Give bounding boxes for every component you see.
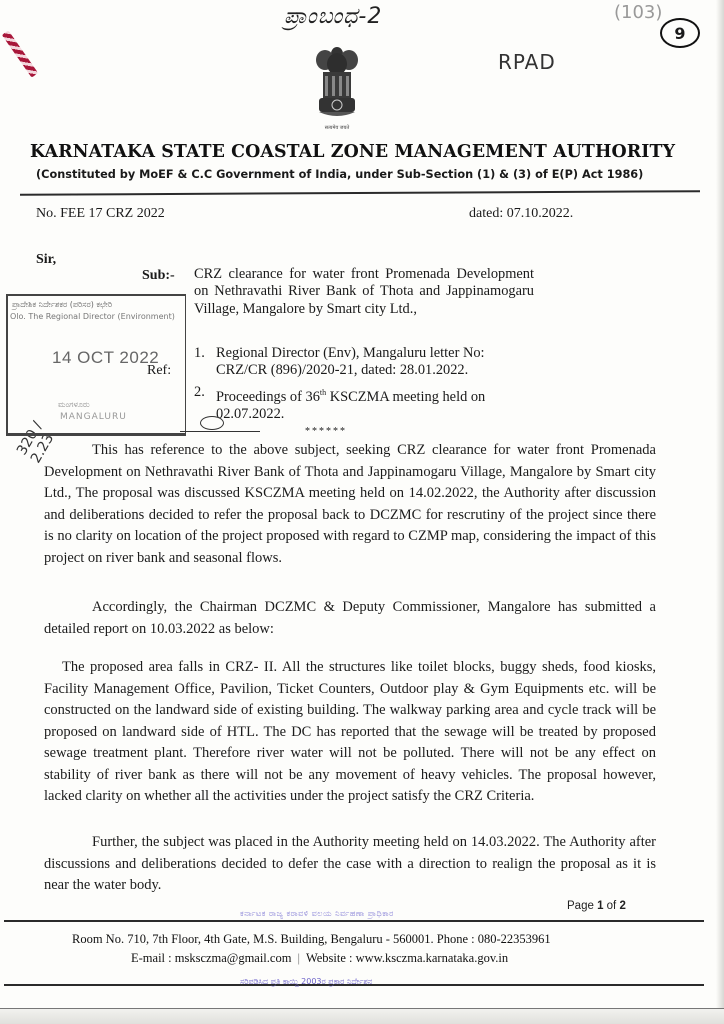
page-prefix: Page [567, 900, 598, 912]
stamp-city-english: MANGALURU [60, 412, 127, 422]
handwritten-margin-note: 320 / 2.23 [14, 418, 58, 466]
blue-stamp-footer: ಸರಿಪಡಿಸಿದ ಪ್ರತಿ ಕಾಯ್ದಿ 2003ರ ಪ್ರಕಾರ ನಿರ್ದೇಶನ [240, 977, 373, 986]
header-divider [20, 190, 700, 196]
reference-text [216, 384, 534, 423]
reference-list [194, 345, 534, 427]
section-separator: ****** [305, 426, 347, 437]
stamp-received-date: 14 OCT 2022 [52, 348, 160, 367]
handwritten-rpad: RPAD [498, 50, 556, 74]
paragraph-text: This has reference to the above subject, seeking CRZ clearance for water front Promenada Development on Nethravathi River Bank of Thota and Jappinamogaru Village, Mangalore by Smart city Ltd., The proposal was discussed KSCZMA meeting held on 14.02.2022, the Authority after discussion and deliberations decided to refer the proposal back to DCZMC for rescrutiny of the project since there is no clarity on location of the project proposed with regard to CZMP map, considering the impact of this project on river bank and seasonal flows. [44, 442, 656, 566]
reference-number: 1. [194, 345, 205, 361]
salutation: Sir, [36, 252, 57, 267]
national-emblem-icon [313, 40, 361, 122]
letter-reference-number: No. FEE 17 CRZ 2022 [36, 206, 165, 221]
reference-text-part: Proceedings of 36 [216, 388, 320, 405]
body-paragraph [44, 832, 656, 897]
page-number [567, 900, 626, 912]
subject-text: CRZ clearance for water front Promenada Development on Nethravathi River Bank of Thota and Jappinamogaru Village, Mangalore by Smart city Ltd., [194, 266, 534, 317]
separator: | [297, 951, 300, 965]
reference-text: Regional Director (Env), Mangaluru letter No: CRZ/CR (896)/2020-21, dated: 28.01.2022. [216, 345, 485, 379]
body-paragraph [44, 440, 656, 569]
paragraph-text: The proposed area falls in CRZ- II. All the structures like toilet blocks, buggy sheds, food kiosks, Facility Management Office, Pavilion, Ticket Counters, Outdoor play & Gym Equipments etc. will be constructed on the landward side of existing building. The walkway parking area and cycle track will be proposed on landward side of HTL. The DC has reported that the sewage will be treated by proposed sewage treatment plant. Therefore river water will not be polluted. There will not be any effect on stability of river bank as there will not be any movement of heavy vehicles. The proposal however, lacked clarity on whether all the activities under the project satisfy the CRZ Criteria. [44, 659, 656, 804]
footer-website: Website : www.ksczma.karnataka.gov.in [305, 951, 509, 965]
letter-date: dated: 07.10.2022. [469, 206, 574, 221]
body-paragraph-report [44, 657, 656, 808]
page-edge-shadow [716, 0, 724, 1024]
page-current: 1 [597, 900, 604, 912]
page-total: 2 [619, 900, 626, 912]
stamp-office-english: Olo. The Regional Director (Environment) [10, 312, 175, 321]
stamp-office-kannada: ಪ್ರಾದೇಶಿಕ ನಿರ್ದೇಶಕರ (ಪರಿಸರ) ಕಛೇರಿ [12, 300, 113, 309]
footer-address: Room No. 710, 7th Floor, 4th Gate, M.S. Building, Bengaluru - 560001. Phone : 080-22353961 [72, 932, 551, 946]
reference-label: Ref: [147, 363, 172, 378]
org-title: KARNATAKA STATE COASTAL ZONE MANAGEMENT AUTHORITY [30, 142, 676, 162]
page-bottom-edge [0, 1008, 724, 1024]
paragraph-text: Accordingly, the Chairman DCZMC & Deputy Commissioner, Mangalore has submitted a detailed report on 10.03.2022 as below: [44, 599, 656, 637]
handwritten-page-count-circled [660, 18, 700, 48]
page-mid: of [603, 900, 620, 912]
handwritten-file-note: ಪ್ರಾಂಬಂಧ-2 [284, 4, 383, 29]
handwritten-page-count-faded: (103) [614, 2, 663, 23]
reference-item [194, 345, 534, 380]
emblem-motto: सत्यमेव जयते [324, 125, 350, 131]
subject-label: Sub:- [142, 268, 175, 283]
reference-number: 2. [194, 383, 205, 400]
org-subtitle: (Constituted by MoEF & C.C Government of India, under Sub-Section (1) & (3) of E(P) Act 1986) [36, 168, 644, 181]
footer-contact [131, 951, 508, 966]
body-paragraph [44, 597, 656, 640]
stamp-city-kannada: ಮಂಗಳೂರು [58, 400, 90, 409]
footer-divider-top [4, 920, 704, 922]
reference-text-part: KSCZMA meeting held on 02.07.2022. [216, 388, 486, 422]
file-tag-string [2, 30, 38, 77]
blue-stamp-header: ಕರ್ನಾಟಕ ರಾಜ್ಯ ಕರಾವಳಿ ವಲಯ ನಿರ್ವಹಣಾ ಪ್ರಾಧಿಕಾರ [240, 909, 394, 918]
paragraph-text: Further, the subject was placed in the Authority meeting held on 14.03.2022. The Authority after discussions and deliberations decided to defer the case with a direction to realign the proposal as it is near the water body. [44, 834, 656, 893]
initials-signature [180, 416, 260, 432]
footer-email: E-mail : msksczma@gmail.com [131, 951, 292, 965]
ordinal-suffix: th [319, 387, 327, 397]
circled-number: 9 [674, 23, 686, 43]
